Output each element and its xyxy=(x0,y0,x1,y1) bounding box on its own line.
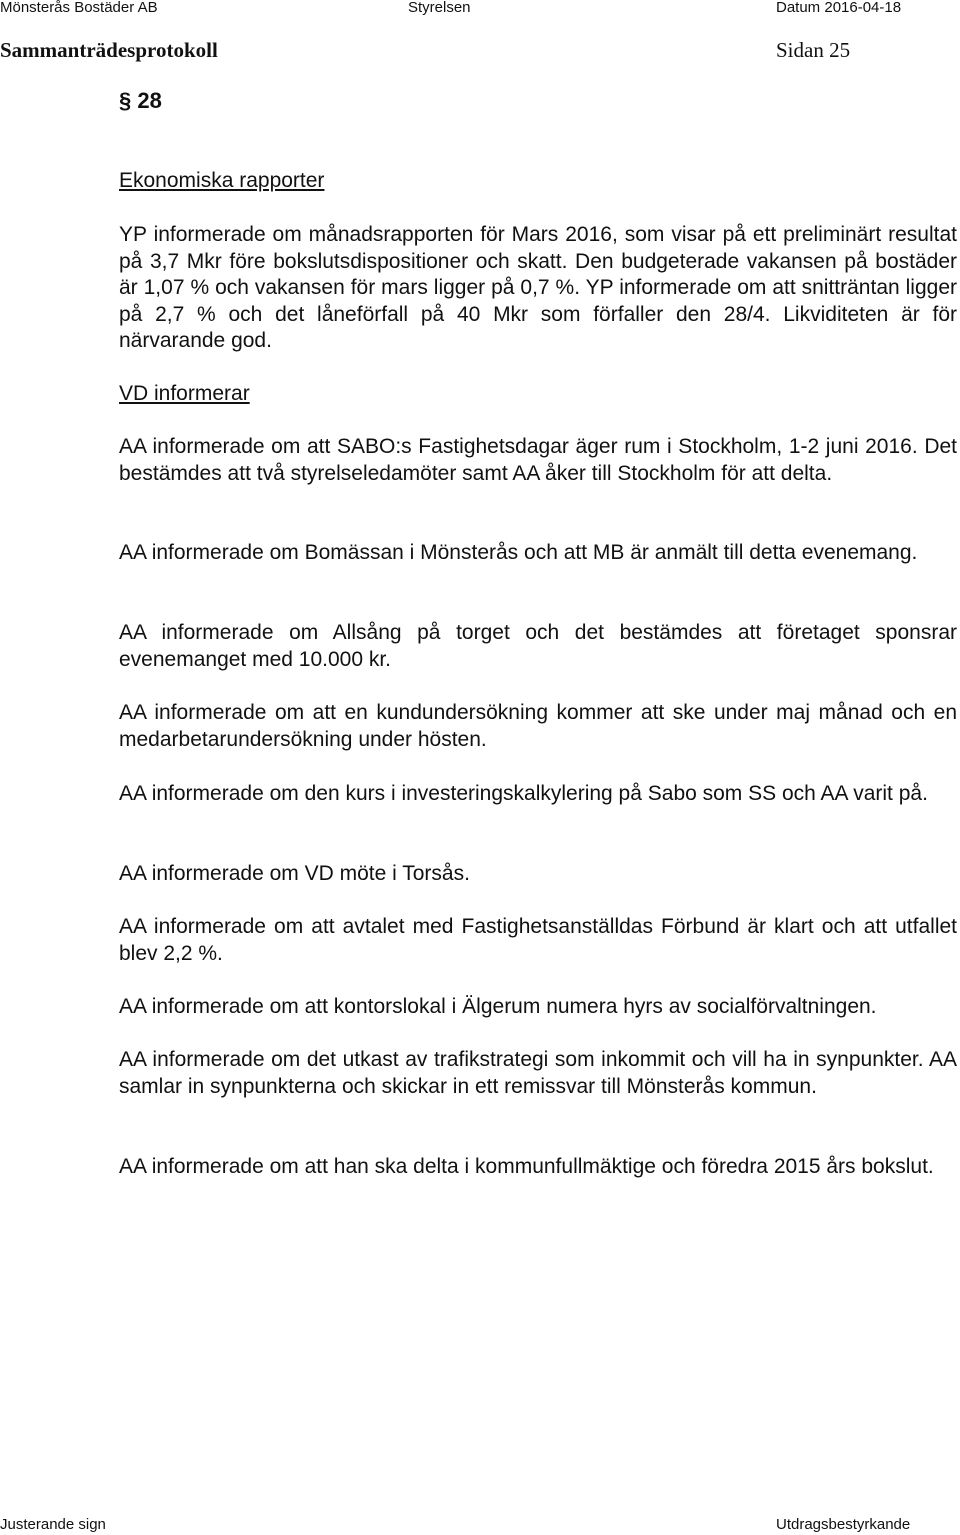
vd-paragraph: AA informerade om Allsång på torget och det bestämdes att företaget sponsrar evenemanget med 10.000 kr. xyxy=(119,621,957,671)
vd-paragraph: AA informerade om att SABO:s Fastighetsdagar äger rum i Stockholm, 1-2 juni 2016. Det bestämdes att två styrelseledamöter samt AA åker till Stockholm för att delta. xyxy=(119,435,957,485)
protocol-title: Sammanträdesprotokoll xyxy=(0,38,218,62)
header-board: Styrelsen xyxy=(408,0,471,16)
page-number: Sidan 25 xyxy=(776,38,851,62)
ekonomiska-heading: Ekonomiska rapporter xyxy=(119,169,325,192)
section-number: § 28 xyxy=(119,88,162,113)
footer-utdrag: Utdragsbestyrkande xyxy=(776,1516,911,1533)
vd-paragraph: AA informerade om VD möte i Torsås. xyxy=(119,862,470,885)
vd-paragraph: AA informerade om Bomässan i Mönsterås och att MB är anmält till detta evenemang. xyxy=(119,541,918,564)
header-date: Datum 2016-04-18 xyxy=(776,0,902,16)
vd-heading: VD informerar xyxy=(119,382,250,405)
header-organization: Mönsterås Bostäder AB xyxy=(0,0,158,16)
vd-paragraph: AA informerade om att han ska delta i kommunfullmäktige och föredra 2015 års bokslut. xyxy=(119,1155,934,1178)
vd-paragraph: AA informerade om den kurs i investeringskalkylering på Sabo som SS och AA varit på. xyxy=(119,782,928,805)
vd-paragraph: AA informerade om att avtalet med Fastighetsanställdas Förbund är klart och att utfallet blev 2,2 %. xyxy=(119,915,957,965)
vd-paragraph: AA informerade om att en kundundersökning kommer att ske under maj månad och en medarbetarundersökning under hösten. xyxy=(119,701,957,751)
footer-justerande: Justerande sign xyxy=(0,1516,106,1533)
vd-paragraph: AA informerade om det utkast av trafikstrategi som inkommit och vill ha in synpunkter. AA samlar in synpunkterna och skickar in ett remissvar till Mönsterås kommun. xyxy=(119,1048,957,1098)
ekonomiska-paragraph: YP informerade om månadsrapporten för Mars 2016, som visar på ett preliminärt resultat på 3,7 Mkr före bokslutsdispositioner och skatt. Den budgeterade vakansen på bostäder är 1,07 % och vakansen för mars ligger på 0,7 %. YP informerade om att snitträntan ligger på 2,7 % och det låneförfall på 40 Mkr som förfaller den 28/4. Likviditeten är för närvarande god. xyxy=(119,223,957,352)
vd-paragraph: AA informerade om att kontorslokal i Älgerum numera hyrs av socialförvaltningen. xyxy=(119,995,877,1018)
